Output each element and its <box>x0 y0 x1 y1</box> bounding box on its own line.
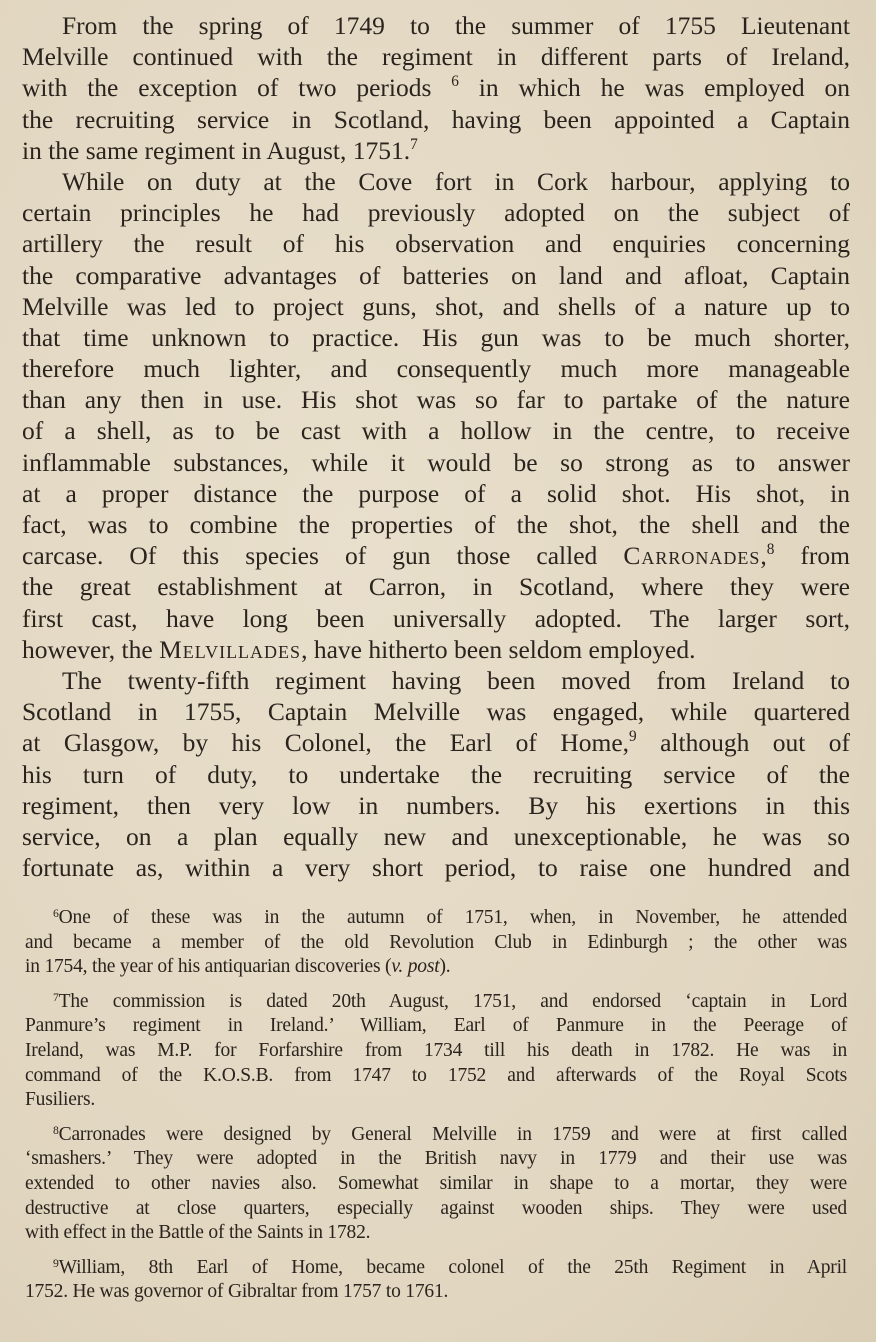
text-segment: at a proper distance the purpose of a solid shot. His shot, in <box>22 478 850 508</box>
text-segment: however, the <box>22 634 160 664</box>
text-segment: Fusiliers. <box>25 1089 96 1111</box>
text-segment: with the exception of two periods <box>22 73 452 103</box>
text-line <box>25 955 847 980</box>
text-segment: Melville was led to project guns, shot, and shells of a nature up to <box>22 291 850 321</box>
text-segment: fortunate as, within a very short period, to raise one hundred and <box>22 853 850 883</box>
text-segment: the recruiting service in Scotland, having been appointed a Captain <box>22 104 850 134</box>
text-segment: fact, was to combine the properties of the shot, the shell and the <box>22 510 850 539</box>
text-segment: at Glasgow, by his Colonel, the Earl of Home, <box>22 728 630 758</box>
text-segment: destructive at close quarters, especially against wooden ships. They were used <box>25 1197 847 1219</box>
footnote-marker: 8 <box>766 541 775 559</box>
text-segment: extended to other navies also. Somewhat similar in shape to a mortar, they were <box>25 1172 847 1194</box>
text-segment: his turn of duty, to undertake the recruiting service of the <box>22 759 850 789</box>
text-line <box>25 1088 847 1113</box>
footnote-marker: 9 <box>629 728 637 746</box>
text-segment: certain principles he had previously adopted on the subject of <box>22 198 850 228</box>
footnote-8 <box>25 1123 847 1246</box>
text-line <box>22 665 850 696</box>
text-line <box>22 41 850 72</box>
text-segment: , have hitherto been seldom employed. <box>301 634 696 664</box>
text-line <box>22 291 850 322</box>
footnote-9 <box>25 1256 847 1305</box>
text-line <box>25 1147 847 1172</box>
text-segment: v. post <box>391 956 440 978</box>
text-segment: From the spring of 1749 to the summer of 1755 Lieutenant <box>62 11 850 40</box>
text-segment: of a shell, as to be cast with a hollow in the centre, to receive <box>22 416 850 446</box>
text-line <box>22 447 850 478</box>
footnote-6 <box>25 906 847 980</box>
text-line <box>25 1039 847 1064</box>
text-segment: command of the K.O.S.B. from 1747 to 1752 and afterwards of the Royal Scots <box>25 1064 847 1086</box>
footnote-7 <box>25 990 847 1113</box>
text-segment: than any then in use. His shot was so far to partake of the nature <box>22 385 850 415</box>
text-segment: although out of <box>636 728 850 758</box>
text-line <box>25 1014 847 1039</box>
main-text <box>22 10 850 883</box>
text-line <box>22 228 850 259</box>
small-caps-text: Melvillades <box>159 634 302 664</box>
text-segment: that time unknown to practice. His gun was to be much shorter, <box>22 322 850 352</box>
text-segment: in the same regiment in August, 1751. <box>22 135 411 165</box>
text-line <box>22 10 850 41</box>
text-segment: , <box>760 541 767 571</box>
text-line <box>22 727 850 758</box>
paragraph <box>22 166 850 665</box>
small-caps-text: Carronades <box>623 541 761 571</box>
text-segment: artillery the result of his observation and enquiries concerning <box>22 229 850 259</box>
paragraph <box>22 10 850 166</box>
text-segment: William, 8th Earl of Home, became colonel of the 25th Regiment in April <box>58 1256 847 1278</box>
text-line <box>22 415 850 446</box>
text-segment: therefore much lighter, and consequently much more manageable <box>22 354 850 384</box>
text-line <box>22 260 850 291</box>
text-line <box>22 821 850 852</box>
text-line <box>25 1280 847 1305</box>
text-line <box>25 1172 847 1197</box>
text-segment: 1752. He was governor of Gibraltar from 1757 to 1761. <box>25 1281 449 1303</box>
text-line <box>22 135 850 166</box>
text-line <box>22 384 850 415</box>
footnote-marker: 7 <box>53 990 59 1004</box>
text-line <box>22 353 850 384</box>
footnote-marker: 7 <box>410 135 418 153</box>
text-segment: inflammable substances, while it would be so strong as to answer <box>22 447 850 477</box>
text-segment: the great establishment at Carron, in Scotland, where they were <box>22 572 850 602</box>
text-segment: first cast, have long been universally adopted. The larger sort, <box>22 603 850 633</box>
text-line <box>22 166 850 197</box>
text-segment: While on duty at the Cove fort in Cork harbour, applying to <box>62 166 850 196</box>
footnote-marker: 6 <box>451 73 459 91</box>
text-segment: Scotland in 1755, Captain Melville was engaged, while quartered <box>22 697 850 727</box>
text-line <box>22 104 850 135</box>
text-segment: from <box>774 541 850 571</box>
text-line <box>22 696 850 727</box>
text-segment: with effect in the Battle of the Saints in 1782. <box>25 1222 371 1244</box>
text-line <box>22 509 850 540</box>
text-line <box>22 603 850 634</box>
text-line <box>25 906 847 931</box>
paragraph <box>22 665 850 883</box>
text-line <box>25 990 847 1015</box>
text-line <box>25 1197 847 1222</box>
footnote-marker: 8 <box>53 1123 59 1137</box>
text-line <box>22 634 850 665</box>
text-line <box>25 1123 847 1148</box>
text-line <box>22 759 850 790</box>
text-segment: in which he was employed on <box>458 73 851 103</box>
text-segment: Ireland, was M.P. for Forfarshire from 1734 till his death in 1782. He was in <box>25 1039 847 1061</box>
text-segment: regiment, then very low in numbers. By his exertions in this <box>22 790 850 820</box>
text-line <box>22 197 850 228</box>
text-line <box>22 571 850 602</box>
text-segment: Carronades were designed by General Melville in 1759 and were at first called <box>58 1123 847 1145</box>
text-segment: carcase. Of this species of gun those called <box>22 541 624 571</box>
text-segment: and became a member of the old Revolution Club in Edinburgh ; the other was <box>25 931 847 953</box>
text-line <box>25 1064 847 1089</box>
text-segment: ). <box>439 956 451 978</box>
text-segment: service, on a plan equally new and unexceptionable, he was so <box>22 821 850 851</box>
text-segment: Panmure’s regiment in Ireland.’ William, Earl of Panmure in the Peerage of <box>25 1015 847 1037</box>
text-segment: in 1754, the year of his antiquarian discoveries ( <box>25 956 392 978</box>
text-line <box>22 322 850 353</box>
text-segment: One of these was in the autumn of 1751, when, in November, he attended <box>58 907 847 928</box>
text-segment: Melville continued with the regiment in different parts of Ireland, <box>22 42 850 72</box>
footnotes <box>25 906 847 1315</box>
text-segment: The twenty-fifth regiment having been moved from Ireland to <box>62 665 850 695</box>
text-segment: the comparative advantages of batteries on land and afloat, Captain <box>22 260 850 290</box>
text-segment: ‘smashers.’ They were adopted in the British navy in 1779 and their use was <box>25 1148 847 1170</box>
footnote-marker: 6 <box>53 907 59 920</box>
text-line <box>22 852 850 883</box>
text-line <box>25 1221 847 1246</box>
footnote-marker: 9 <box>53 1256 59 1270</box>
text-line <box>25 931 847 956</box>
text-line <box>25 1256 847 1281</box>
text-line <box>22 540 850 571</box>
text-segment: The commission is dated 20th August, 1751, and endorsed ‘captain in Lord <box>58 990 847 1012</box>
text-line <box>22 790 850 821</box>
text-line <box>22 478 850 509</box>
text-line <box>22 72 850 103</box>
